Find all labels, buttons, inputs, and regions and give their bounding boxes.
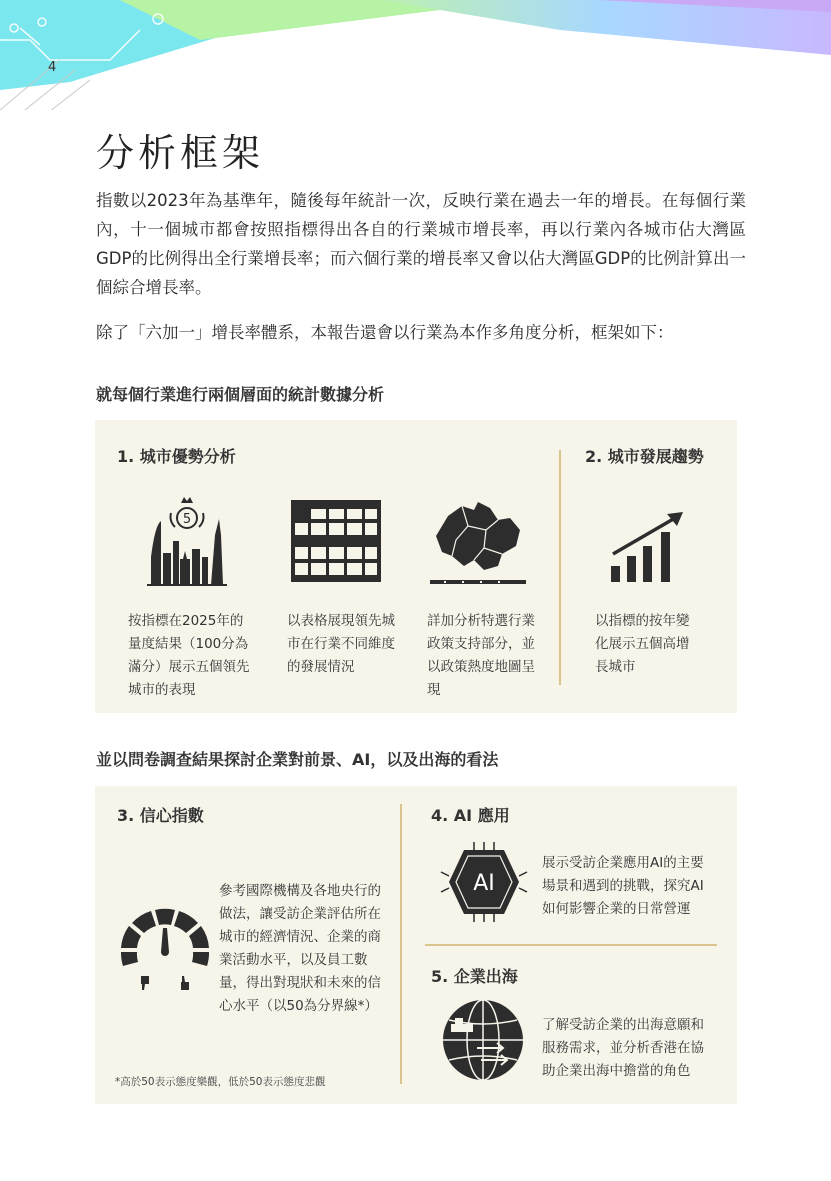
section1-heading: 就每個行業進行兩個層面的統計數據分析	[96, 385, 385, 404]
panel2-divider	[400, 804, 402, 1084]
confidence-desc: 參考國際機構及各地央行的做法，讓受訪企業評估所在城市的經濟情況、企業的商業活動水平，以及員工數量，得出對現狀和未來的信心水平（以50為分界線*）	[219, 883, 381, 1014]
intro-paragraph-1: 指數以2023年為基準年，隨後每年統計一次，反映行業在過去一年的增長。在每個行業內，十一個城市都會按照指標得出各自的行業城市增長率，再以行業內各城市佔大灣區GDP的比例得出全行業增長率；而六個行業的增長率又會以佔大灣區GDP的比例計算出一個綜合增長率。	[96, 191, 746, 297]
page-title: 分析框架	[96, 131, 265, 175]
overseas-desc: 了解受訪企業的出海意願和服務需求，並分析香港在協助企業出海中擔當的角色	[542, 1017, 704, 1079]
item-desc-1: 按指標在2025年的量度結果（100分為滿分）展示五個領先城市的表現	[128, 613, 250, 698]
growth-chart-icon	[609, 510, 685, 584]
city-analysis-panel	[95, 420, 737, 713]
overseas-title: 5. 企業出海	[431, 967, 518, 986]
item-desc-3: 詳加分析特選行業政策支持部分，並以政策熱度地圖呈現	[427, 613, 535, 698]
header-decoration	[0, 0, 831, 110]
gauge-icon	[117, 904, 213, 996]
ai-overseas-divider	[425, 944, 717, 946]
page-number: 4	[48, 60, 57, 75]
survey-panel	[95, 786, 737, 1104]
confidence-title: 3. 信心指數	[117, 806, 204, 825]
ai-icon-label: AI	[473, 871, 495, 896]
ai-desc: 展示受訪企業應用AI的主要場景和遇到的挑戰，探究AI如何影響企業的日常營運	[542, 855, 704, 917]
section2-heading: 並以問卷調查結果探討企業對前景、AI，以及出海的看法	[96, 750, 499, 769]
city-skyline-icon	[147, 495, 227, 587]
panel1-divider	[559, 450, 561, 685]
ai-title: 4. AI 應用	[431, 806, 510, 825]
intro-paragraph-2: 除了「六加一」增長率體系，本報告還會以行業為本作多角度分析，框架如下：	[96, 323, 674, 342]
item-desc-4: 以指標的按年變化展示五個高增長城市	[595, 613, 690, 675]
ai-chip-icon	[439, 842, 529, 922]
rank-number: 5	[182, 512, 192, 527]
city-trend-title: 2. 城市發展趨勢	[585, 447, 704, 466]
table-grid-icon	[291, 500, 381, 582]
footnote: *高於50表示態度樂觀，低於50表示態度悲觀	[115, 1076, 326, 1088]
globe-ship-icon	[441, 998, 525, 1082]
item-desc-2: 以表格展現領先城市在行業不同維度的發展情況	[287, 613, 395, 675]
city-advantage-title: 1. 城市優勢分析	[117, 447, 236, 466]
map-icon	[428, 496, 528, 586]
